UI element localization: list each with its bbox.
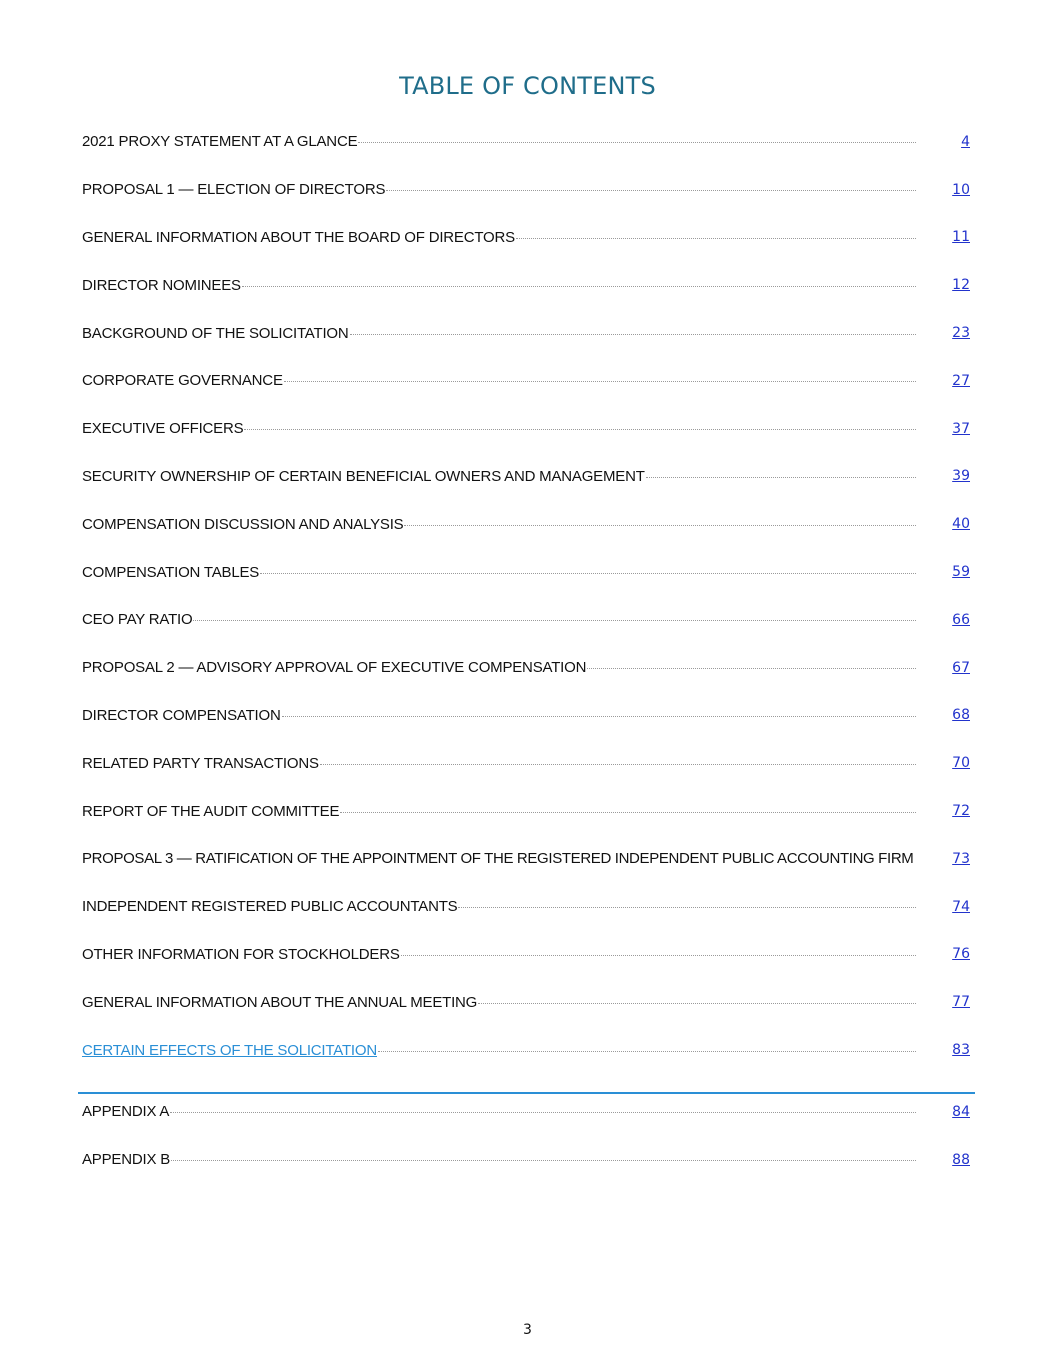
toc-entry-label: APPENDIX A [82,1103,170,1121]
dot-leader [587,668,916,669]
toc-entry-label: RELATED PARTY TRANSACTIONS [82,754,319,772]
toc-entry [82,214,975,262]
toc-entry-label: INDEPENDENT REGISTERED PUBLIC ACCOUNTANTS [82,898,458,916]
toc-entry-label-wrap [82,181,916,198]
toc-page-link[interactable]: 12 [952,277,970,294]
toc-entry [82,835,975,883]
toc-page-link[interactable]: 40 [952,516,970,533]
dot-leader [340,812,916,813]
dot-leader [320,764,916,765]
toc-page-link[interactable]: 88 [952,1151,970,1168]
toc-entry-label-wrap [82,325,916,342]
dot-leader [244,429,916,430]
toc-entry-label: EXECUTIVE OFFICERS [82,420,244,438]
toc-entry [82,692,975,740]
toc-page-link[interactable]: 73 [952,850,970,867]
dot-leader [358,142,916,143]
toc-entry [82,166,975,214]
dot-leader [193,620,916,621]
toc-page-link[interactable]: 27 [952,372,970,389]
page-number: 3 [523,1322,532,1338]
toc-entry-label: PROPOSAL 1 — ELECTION OF DIRECTORS [82,181,386,199]
toc-entry-label: PROPOSAL 2 — ADVISORY APPROVAL OF EXECUTIVE COMPENSATION [82,659,587,677]
toc-page-link[interactable]: 83 [952,1042,970,1059]
page-title: TABLE OF CONTENTS [399,72,656,100]
toc-entry-label: CORPORATE GOVERNANCE [82,372,283,390]
toc-entry [82,548,975,596]
toc-entry-label-wrap [82,420,916,437]
toc-page-link[interactable]: 37 [952,420,970,437]
toc-page-link[interactable]: 10 [952,181,970,198]
dot-leader [242,286,916,287]
toc-entry-label-wrap [82,229,916,246]
toc-entry [82,787,975,835]
toc-entry [82,357,975,405]
toc-entry-label: BACKGROUND OF THE SOLICITATION [82,324,349,342]
toc-entry [82,309,975,357]
toc-entry [82,978,975,1026]
toc-page-link[interactable]: 77 [952,994,970,1011]
toc-entry [82,644,975,692]
toc-entry-label-wrap [82,516,916,533]
toc-entry [82,118,975,166]
dot-leader [404,525,916,526]
toc-entry-label-wrap [82,468,916,485]
toc-entry-label-wrap [82,1103,916,1120]
toc-page-link[interactable]: 76 [952,946,970,963]
section-divider [78,1092,975,1094]
toc-entry-label: APPENDIX B [82,1151,171,1169]
toc-appendix-entry [82,1136,975,1184]
toc-entry [82,883,975,931]
toc-page-link[interactable]: 74 [952,898,970,915]
toc-entry-label-wrap [82,659,916,676]
dot-leader [516,238,916,239]
toc-page-link[interactable]: 67 [952,659,970,676]
toc-entry [82,500,975,548]
toc-entry-label-wrap [82,803,916,820]
toc-appendix-entry [82,1088,975,1136]
dot-leader [350,334,916,335]
toc-entry-label-wrap [82,850,916,867]
dot-leader [171,1160,916,1161]
dot-leader [401,955,916,956]
toc-entry [82,931,975,979]
toc-entry [82,596,975,644]
dot-leader [260,573,916,574]
toc-page-link[interactable]: 23 [952,325,970,342]
toc-entry-label: REPORT OF THE AUDIT COMMITTEE [82,802,340,820]
toc-entry-label-wrap [82,1042,916,1059]
toc-entry-label-wrap [82,946,916,963]
toc-entry [82,453,975,501]
toc-entry-label-wrap [82,277,916,294]
toc-entry-label-wrap [82,994,916,1011]
dot-leader [284,381,916,382]
toc-page-link[interactable]: 68 [952,707,970,724]
toc-entry-label: CEO PAY RATIO [82,611,193,629]
dot-leader [386,190,916,191]
toc-entry-label: COMPENSATION TABLES [82,563,260,581]
dot-leader [170,1112,916,1113]
toc-entry-label-wrap [82,1151,916,1168]
toc-entry-label: SECURITY OWNERSHIP OF CERTAIN BENEFICIAL OWNERS AND MANAGEMENT [82,467,645,485]
toc-entry-label: DIRECTOR COMPENSATION [82,706,281,724]
toc-entry-label-wrap [82,707,916,724]
toc-entry-label-wrap [82,372,916,389]
toc-entry [82,405,975,453]
toc-entry-label: GENERAL INFORMATION ABOUT THE ANNUAL MEETING [82,993,478,1011]
dot-leader [478,1003,916,1004]
toc-entry-label: COMPENSATION DISCUSSION AND ANALYSIS [82,515,404,533]
toc-page-link[interactable]: 59 [952,564,970,581]
toc-entry [82,739,975,787]
toc-page-link[interactable]: 11 [952,229,970,246]
toc-entry [82,261,975,309]
toc-list [82,118,975,1184]
toc-entry-label-wrap [82,133,916,150]
dot-leader [282,716,916,717]
toc-entry-label: 2021 PROXY STATEMENT AT A GLANCE [82,133,358,151]
toc-entry [82,1026,975,1074]
toc-page-link[interactable]: 72 [952,803,970,820]
toc-page-link[interactable]: 70 [952,755,970,772]
toc-entry-label-wrap [82,898,916,915]
toc-page-link[interactable]: 84 [952,1103,970,1120]
toc-entry-link[interactable]: CERTAIN EFFECTS OF THE SOLICITATION [82,1041,377,1059]
toc-entry-label: DIRECTOR NOMINEES [82,276,241,294]
toc-page-link[interactable]: 39 [952,468,970,485]
dot-leader [646,477,916,478]
toc-entry-label-wrap [82,755,916,772]
dot-leader [458,907,916,908]
dot-leader [378,1051,916,1052]
toc-entry-label: PROPOSAL 3 — RATIFICATION OF THE APPOINTMENT OF THE REGISTERED INDEPENDENT PUBLIC ACCOUNTING FIRM [82,850,914,868]
toc-page-link[interactable]: 66 [952,611,970,628]
toc-entry-label-wrap [82,611,916,628]
toc-entry-label: OTHER INFORMATION FOR STOCKHOLDERS [82,945,400,963]
toc-entry-label-wrap [82,564,916,581]
toc-page-link[interactable]: 4 [961,133,970,150]
toc-entry-label: GENERAL INFORMATION ABOUT THE BOARD OF DIRECTORS [82,228,515,246]
